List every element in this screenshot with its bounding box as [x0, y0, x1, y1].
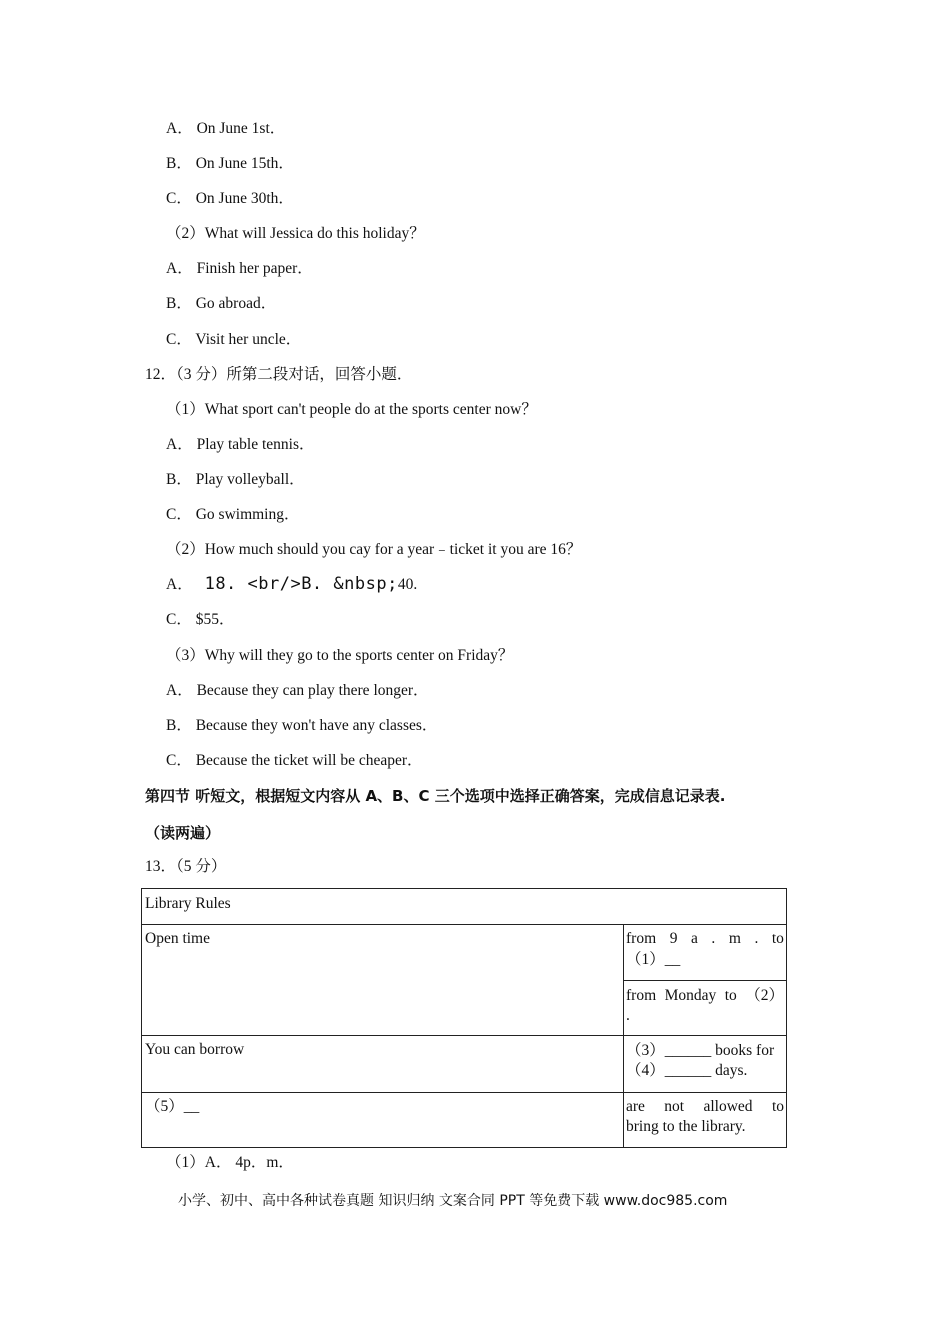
word: to — [724, 987, 737, 1004]
borrow-label: You can borrow — [145, 1041, 245, 1058]
q12-2-option-a-tail: 40. — [397, 576, 418, 593]
page-footer: 小学、初中、高中各种试卷真题 知识归纳 文案合同 PPT 等免费下载 www.doc985.com — [178, 1193, 728, 1209]
borrow-days: （4）______ days. — [626, 1062, 748, 1079]
q12-1-option-a: A． Play table tennis． — [166, 436, 315, 453]
open-time-blank-1: （1）__ — [626, 951, 681, 968]
q12-header: 12．（3 分）所第二段对话，回答小题． — [145, 366, 413, 383]
section4-instruction: 第四节 听短文，根据短文内容从 A、B、C 三个选项中选择正确答案，完成信息记录表. — [145, 787, 726, 805]
q12-2-option-a-code: 18. <br/>B. &nbsp; — [204, 574, 398, 594]
q13-header: 13．（5 分） — [145, 858, 227, 875]
word: m — [728, 930, 741, 947]
q12-3-question: （3）Why will they go to the sports center on Friday？ — [166, 647, 514, 664]
q11-2-option-c: C． Visit her uncle． — [166, 331, 302, 348]
q11-1-option-b: B． On June 15th． — [166, 155, 294, 172]
q13-1-option: （1）A． 4p．m． — [166, 1154, 294, 1171]
q12-1-question: （1）What sport can't people do at the sports center now？ — [166, 401, 537, 418]
q11-1-option-a: A． On June 1st． — [166, 120, 286, 137]
word: from — [626, 930, 657, 947]
q12-2-option-a-label: A． — [166, 576, 193, 593]
table-rule — [142, 1035, 786, 1036]
word: allowed — [703, 1098, 753, 1115]
word: . — [711, 930, 716, 947]
open-time-label: Open time — [145, 930, 210, 947]
table-rule — [142, 924, 786, 925]
q11-1-option-c: C． On June 30th． — [166, 190, 294, 207]
q12-2-option-c: C． $55． — [166, 611, 235, 628]
word: Monday — [664, 987, 717, 1004]
item5-rule-line1 — [626, 1097, 784, 1117]
q12-3-option-c: C． Because the ticket will be cheaper． — [166, 752, 423, 769]
q12-2-question: （2）How much should you cay for a year﹣ticket it you are 16？ — [166, 541, 582, 558]
word: to — [771, 930, 784, 947]
table-rule — [623, 980, 786, 981]
q11-2-question: （2）What will Jessica do this holiday？ — [166, 225, 425, 242]
table-title: Library Rules — [145, 895, 231, 912]
q12-1-option-c: C． Go swimming． — [166, 506, 300, 523]
section4-note: （读两遍） — [145, 824, 221, 842]
q12-3-option-b: B． Because they won't have any classes． — [166, 717, 438, 734]
open-time-blank-2-end: . — [626, 1007, 630, 1024]
word: 9 — [669, 930, 678, 947]
open-time-hours — [626, 929, 784, 949]
word: to — [771, 1098, 784, 1115]
q12-2-option-a — [166, 574, 417, 595]
q11-2-option-a: A． Finish her paper． — [166, 260, 313, 277]
q11-2-option-b: B． Go abroad． — [166, 295, 277, 312]
q12-3-option-a: A． Because they can play there longer． — [166, 682, 429, 699]
item5-label: （5）__ — [145, 1098, 200, 1115]
open-time-days — [626, 986, 784, 1006]
library-rules-table — [141, 888, 787, 1148]
word: from — [626, 987, 657, 1004]
table-rule — [623, 924, 624, 1148]
word: are — [626, 1098, 645, 1115]
item5-rule-line2: bring to the library. — [626, 1118, 746, 1135]
word: a — [690, 930, 698, 947]
q12-1-option-b: B． Play volleyball． — [166, 471, 305, 488]
word: not — [664, 1098, 685, 1115]
word: （2） — [745, 987, 784, 1004]
borrow-books: （3）______ books for — [626, 1042, 775, 1059]
word: . — [754, 930, 759, 947]
table-rule — [142, 1092, 786, 1093]
